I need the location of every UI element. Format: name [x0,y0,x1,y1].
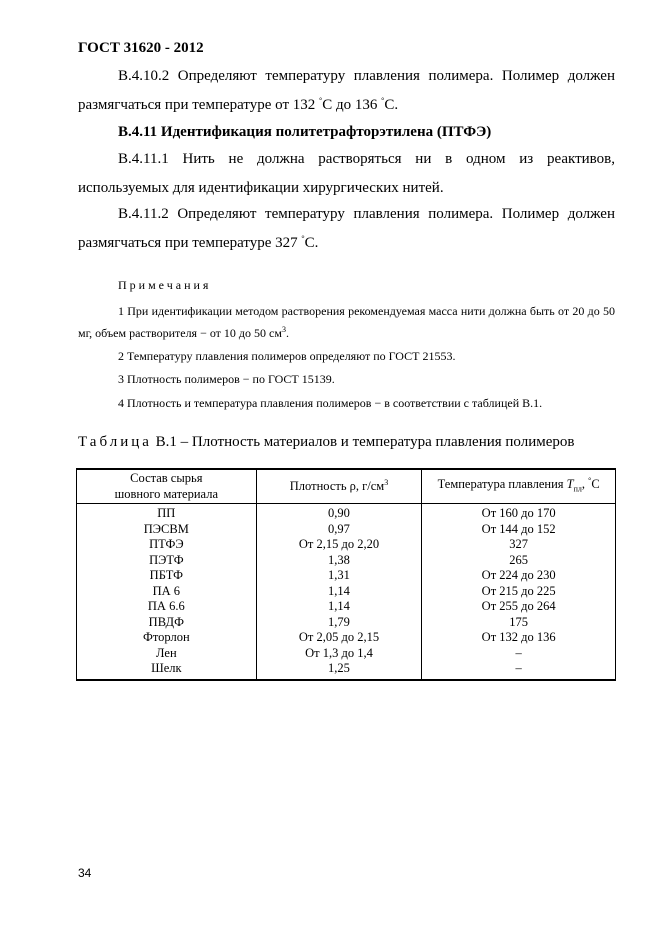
cell-material: Фторлон [77,630,257,646]
table-row [77,646,616,662]
table-row [77,537,616,553]
cell-material: Лен [77,646,257,662]
cell-material: Шелк [77,661,257,680]
note-1: 1 При идентификации методом растворения рекомендуемая масса нити должна быть от 20 до 50 мг, объем растворителя − от 10 до 50 $см^3$. [78,304,615,340]
cell-material: ПП [77,504,257,522]
note-2: 2 Температуру плавления полимеров определяют по ГОСТ 21553. [118,349,456,363]
cell-density: От 2,05 до 2,15 [256,630,422,646]
table-row [77,661,616,680]
header-melting: Температура плавления $T_{пл}$, °С [422,469,616,504]
cell-melting-temp: От 132 до 136 [422,630,616,646]
table-caption-word: Таблица [78,434,152,450]
cell-density: 1,14 [256,599,422,615]
cell-density: 1,14 [256,584,422,600]
table-container [76,468,616,681]
cell-melting-temp: От 215 до 225 [422,584,616,600]
table-row [77,584,616,600]
cell-density: 1,31 [256,568,422,584]
table-row [77,615,616,631]
table-row [77,504,616,522]
cell-material: ПЭТФ [77,553,257,569]
cell-density: 0,97 [256,522,422,538]
document-header: ГОСТ 31620 - 2012 [78,40,204,56]
paragraph-b-4-10-2: В.4.10.2 Определяют температуру плавления полимера. Полимер должен размягчаться при температуре от 132 °С до 136 °С. [78,68,615,113]
header-density: Плотность ρ, $г/см^3$ [256,469,422,504]
paragraph-b-4-11-2: В.4.11.2 Определяют температуру плавления полимера. Полимер должен размягчаться при температуре 327 °С. [78,206,615,251]
cell-density: 1,38 [256,553,422,569]
cell-density: 1,79 [256,615,422,631]
note-3: 3 Плотность полимеров − по ГОСТ 15139. [118,372,335,386]
cell-melting-temp: От 144 до 152 [422,522,616,538]
cell-melting-temp: От 255 до 264 [422,599,616,615]
section-heading-ptfe: В.4.11 Идентификация политетрафторэтилена (ПТФЭ) [118,124,492,140]
cell-material: ПА 6 [77,584,257,600]
cell-density: 1,25 [256,661,422,680]
cell-melting-temp: 175 [422,615,616,631]
paragraph-b-4-11-1: В.4.11.1 Нить не должна растворяться ни в одном из реактивов, используемых для идентификации хирургических нитей. [78,151,615,196]
table-caption [78,434,574,451]
page-number: 34 [78,866,92,880]
cell-material: ПЭСВМ [77,522,257,538]
table-header-row [77,469,616,504]
table-row [77,522,616,538]
table-caption-text: В.1 – Плотность материалов и температура плавления полимеров [155,434,575,450]
table-row [77,599,616,615]
cell-melting-temp: От 160 до 170 [422,504,616,522]
table-row [77,553,616,569]
header-composition: Состав сырья шовного материала [77,469,257,504]
cell-melting-temp: От 224 до 230 [422,568,616,584]
cell-melting-temp: – [422,661,616,680]
note-4: 4 Плотность и температура плавления полимеров − в соответствии с таблицей В.1. [118,396,543,410]
table-row [77,630,616,646]
notes-title: Примечания [118,278,212,292]
cell-melting-temp: 265 [422,553,616,569]
table-row [77,568,616,584]
cell-density: 0,90 [256,504,422,522]
properties-table [76,468,616,681]
cell-material: ПБТФ [77,568,257,584]
cell-melting-temp: 327 [422,537,616,553]
cell-melting-temp: – [422,646,616,662]
cell-material: ПТФЭ [77,537,257,553]
cell-material: ПА 6.6 [77,599,257,615]
cell-density: От 1,3 до 1,4 [256,646,422,662]
cell-material: ПВДФ [77,615,257,631]
cell-density: От 2,15 до 2,20 [256,537,422,553]
